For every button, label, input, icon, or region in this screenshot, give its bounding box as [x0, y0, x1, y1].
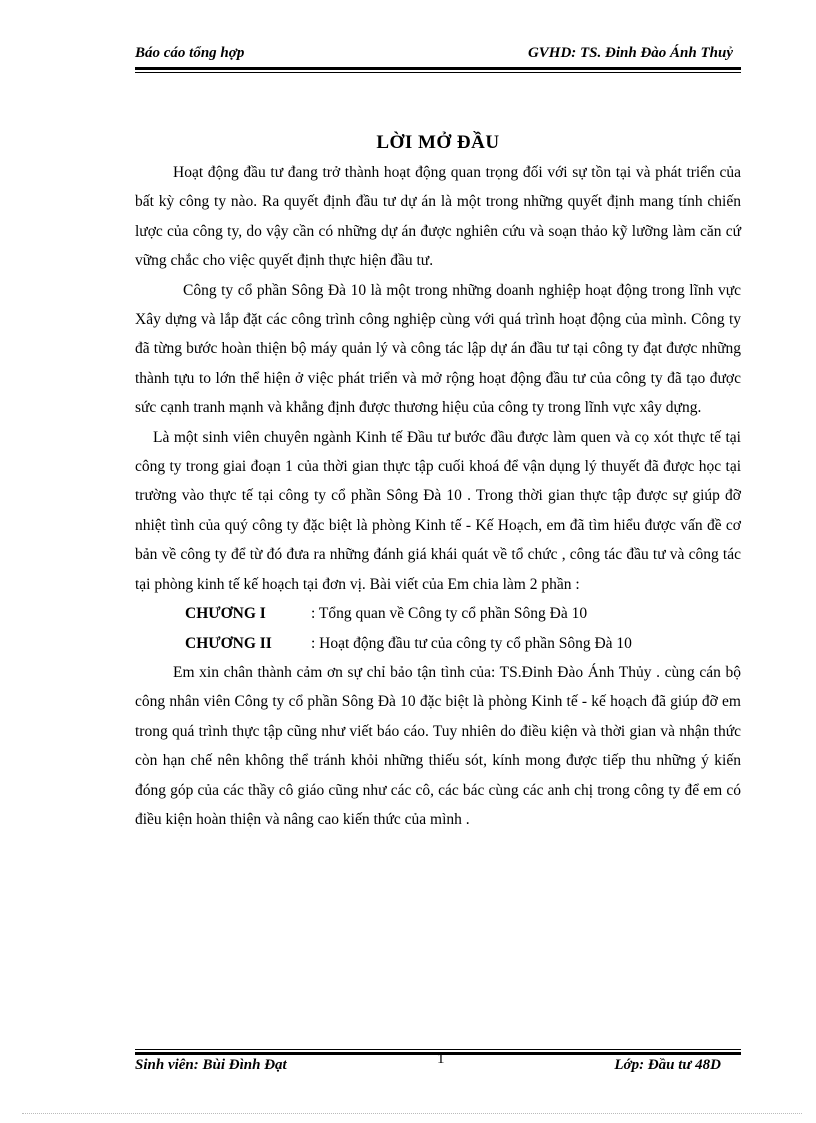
- paragraph-student: Là một sinh viên chuyên ngành Kinh tế Đầu tư bước đầu được làm quen và cọ xót thực tế tại công ty trong giai đoạn 1 của thời gian thực tập cuối khoá để vận dụng lý thuyết đã được học tại trường vào thực tế tại công ty cổ phần Sông Đà 10 . Trong thời gian thực tập được sự giúp đỡ nhiệt tình của quý công ty đặc biệt là phòng Kinh tế - Kế Hoạch, em đã tìm hiểu được vấn đề cơ bản về công ty để từ đó đưa ra những đánh giá khái quát về tổ chức , công tác đầu tư và công tác tại phòng kinh tế kế hoạch tại đơn vị. Bài viết của Em chia làm 2 phần :: [135, 428, 741, 593]
- page-number: 1: [437, 1051, 445, 1067]
- chapter-text-1: : Tổng quan về Công ty cổ phần Sông Đà 10: [311, 605, 588, 623]
- page-header: [135, 45, 741, 67]
- header-rule-thick: [135, 67, 741, 70]
- chapter-text-2: : Hoạt động đầu tư của công ty cổ phần Sông Đà 10: [311, 634, 632, 652]
- page-title: LỜI MỞ ĐẦU: [376, 132, 500, 153]
- chapter-line-1: [135, 599, 741, 628]
- chapter-label-1: CHƯƠNG I: [185, 605, 266, 623]
- header-supervisor: GVHD: TS. Đinh Đào Ánh Thuỷ: [527, 45, 733, 61]
- document-body: [135, 158, 741, 834]
- footer-student-name: Sinh viên: Bùi Đình Đạt: [135, 1057, 287, 1073]
- paragraph-thanks: Em xin chân thành cảm ơn sự chỉ bảo tận tình của: TS.Đinh Đào Ánh Thủy . cùng cán bộ công nhân viên Công ty cổ phần Sông Đà 10 đặc biệt là phòng Kinh tế - kế hoạch đã giúp đỡ em trong quá trình thực tập cũng như viết báo cáo. Tuy nhiên do điều kiện và thời gian và nhận thức còn hạn chế nên không thể tránh khỏi những thiếu sót, kính mong được tiếp thu những ý kiến đóng góp của các thầy cô giáo cũng như các cô, các bác cùng các anh chị trong công ty để em có điều kiện hoàn thiện và nâng cao kiến thức của mình .: [135, 663, 741, 828]
- page-footer: [135, 1051, 741, 1079]
- header-rule-thin: [135, 72, 741, 73]
- header-report-title: Báo cáo tổng hợp: [135, 45, 245, 61]
- paragraph-intro: Hoạt động đầu tư đang trở thành hoạt động quan trọng đối với sự tồn tại và phát triển của bất kỳ công ty nào. Ra quyết định đầu tư dự án là một trong những quyết định mang tính chiến lược của công ty, do vậy cần có những dự án được nghiên cứu và soạn thảo kỹ lưỡng làm căn cứ vững chắc cho việc quyết định thực hiện đầu tư.: [135, 164, 741, 270]
- chapter-line-2: [135, 629, 741, 658]
- page-bottom-edge: [22, 1113, 802, 1114]
- chapter-label-2: CHƯƠNG II: [185, 634, 272, 652]
- footer-rule-thin: [135, 1049, 741, 1050]
- footer-class: Lớp: Đầu tư 48D: [614, 1057, 721, 1073]
- paragraph-company: Công ty cổ phần Sông Đà 10 là một trong những doanh nghiệp hoạt động trong lĩnh vực Xây dựng và lắp đặt các công trình công nghiệp cùng với quá trình hoạt động của mình. Công ty đã từng bước hoàn thiện bộ máy quản lý và công tác lập dự án đầu tư tại công ty đạt được những thành tựu to lớn thể hiện ở việc phát triển và mở rộng hoạt động đầu tư của công ty đã tạo được sức cạnh tranh mạnh và khẳng định được thương hiệu của công ty trong lĩnh vực xây dựng.: [135, 281, 741, 417]
